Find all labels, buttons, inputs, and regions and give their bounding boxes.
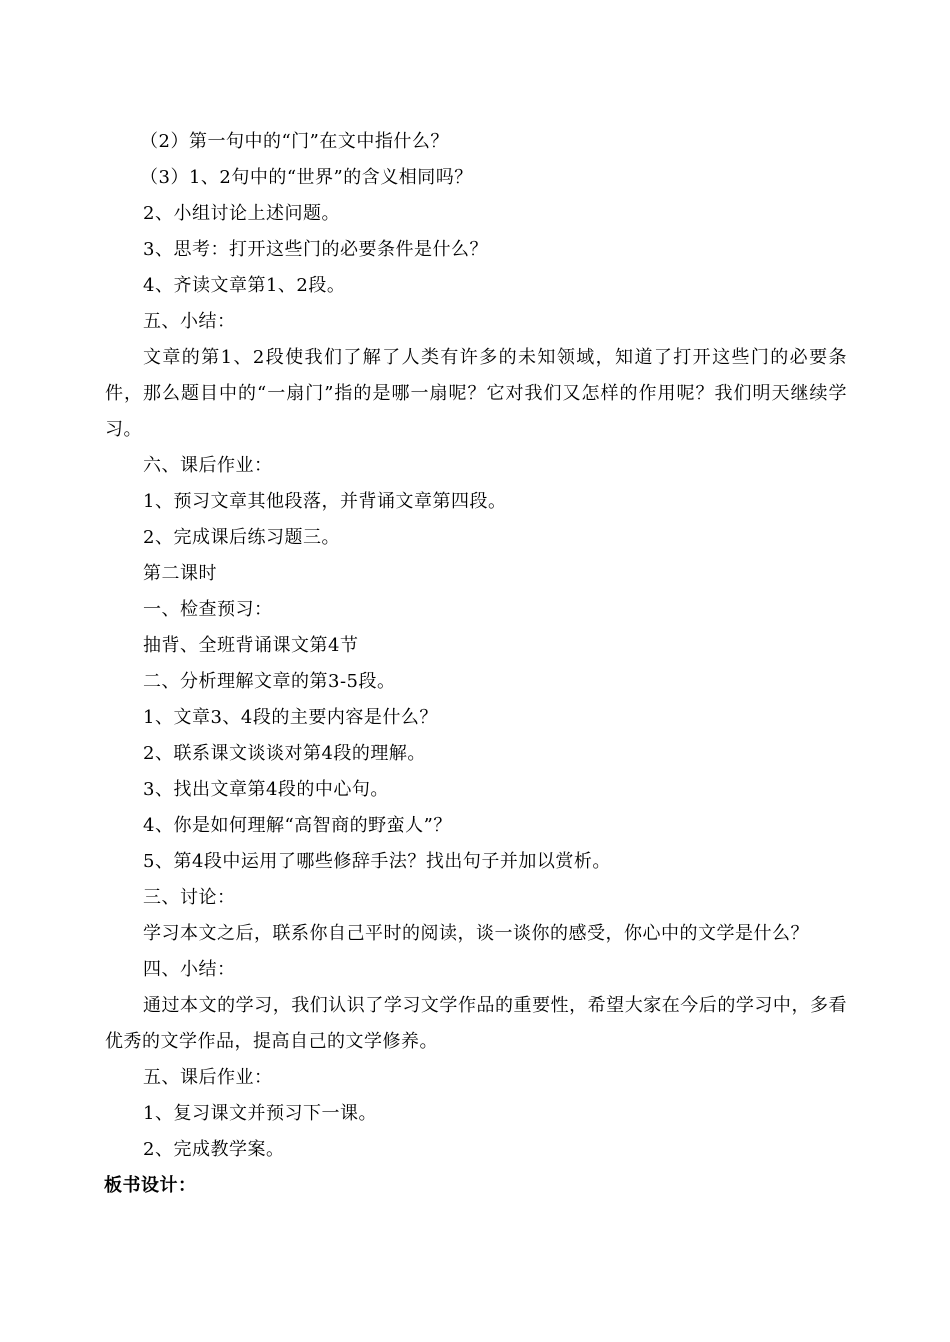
step-4-line: 4、齐读文章第1、2段。: [143, 275, 346, 296]
homework-item-2: 2、完成课后练习题三。: [143, 527, 340, 548]
question-3-line: （3）1、2句中的“世界”的含义相同吗？: [140, 167, 473, 188]
section-summary-2-heading: 四、小结：: [143, 959, 236, 980]
homework-2-item-2: 2、完成教学案。: [143, 1139, 285, 1160]
second-lesson-heading: 第二课时: [143, 563, 217, 584]
discussion-line: 学习本文之后，联系你自己平时的阅读，谈一谈你的感受，你心中的文学是什么？: [143, 923, 809, 944]
analysis-item-5: 5、第4段中运用了哪些修辞手法？找出句子并加以赏析。: [143, 851, 611, 872]
homework-2-item-1: 1、复习课文并预习下一课。: [143, 1103, 377, 1124]
analysis-item-1: 1、文章3、4段的主要内容是什么？: [143, 707, 438, 728]
step-3-line: 3、思考：打开这些门的必要条件是什么？: [143, 239, 488, 260]
board-design-heading: 板书设计：: [104, 1175, 197, 1196]
analysis-item-2: 2、联系课文谈谈对第4段的理解。: [143, 743, 426, 764]
section-analysis-heading: 二、分析理解文章的第3-5段。: [143, 671, 396, 692]
step-2-line: 2、小组讨论上述问题。: [143, 203, 340, 224]
summary-paragraph: 文章的第1、2段使我们了解了人类有许多的未知领域，知道了打开这些门的必要条件，那么题目中的“一扇门”指的是哪一扇呢？它对我们又怎样的作用呢？我们明天继续学习。: [105, 347, 847, 440]
homework-item-1: 1、预习文章其他段落，并背诵文章第四段。: [143, 491, 507, 512]
summary-2-paragraph: 通过本文的学习，我们认识了学习文学作品的重要性，希望大家在今后的学习中，多看优秀的文学作品，提高自己的文学修养。: [105, 995, 847, 1052]
section-check-preview-heading: 一、检查预习：: [143, 599, 273, 620]
section-summary-heading: 五、小结：: [143, 311, 236, 332]
analysis-item-3: 3、找出文章第4段的中心句。: [143, 779, 389, 800]
section-homework-heading: 六、课后作业：: [143, 455, 273, 476]
recitation-line: 抽背、全班背诵课文第4节: [143, 635, 359, 656]
analysis-item-4: 4、你是如何理解“高智商的野蛮人”？: [143, 815, 452, 836]
question-2-line: （2）第一句中的“门”在文中指什么？: [140, 131, 449, 152]
section-homework-2-heading: 五、课后作业：: [143, 1067, 273, 1088]
section-discussion-heading: 三、讨论：: [143, 887, 236, 908]
